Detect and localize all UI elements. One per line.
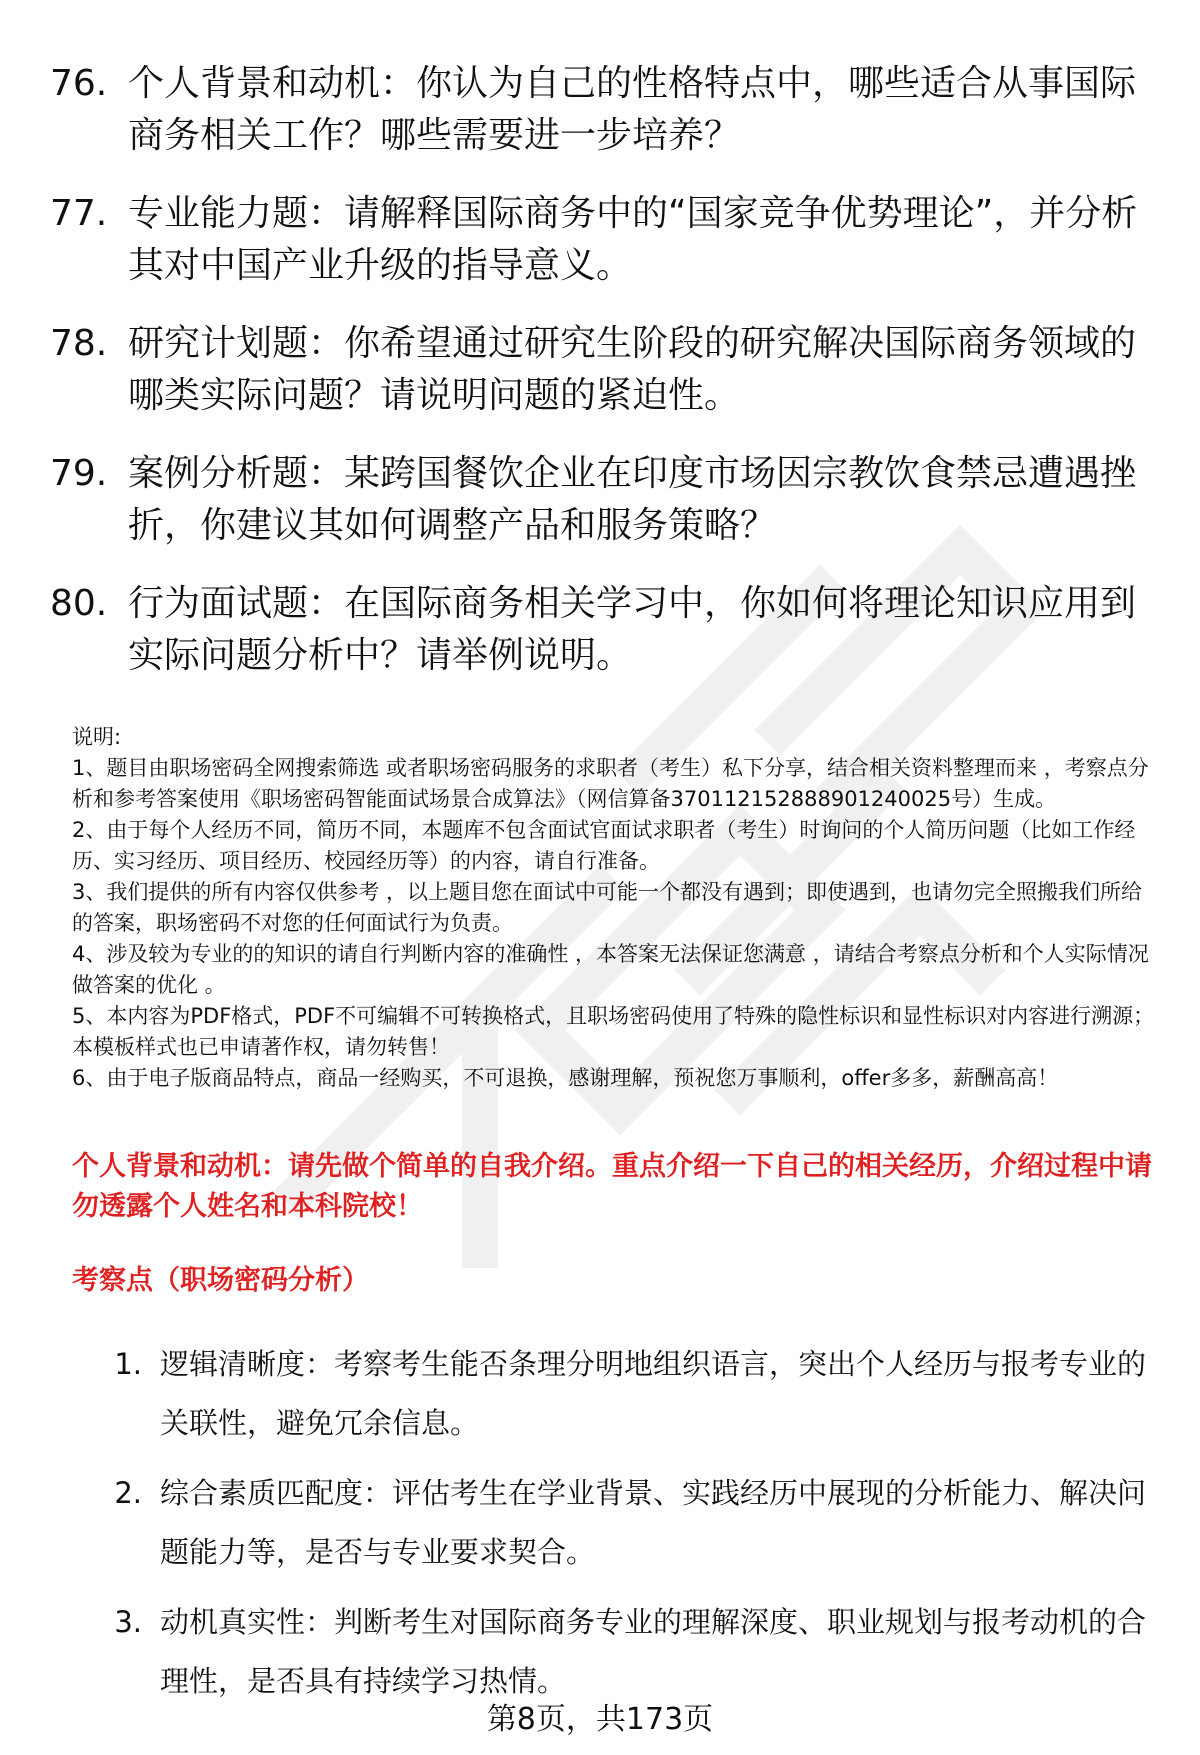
page-footer: 第8页，共173页 <box>486 1702 714 1737</box>
question-heading: 个人背景和动机：请先做个简单的自我介绍。重点介绍一下自己的相关经历，介绍过程中请勿透露个人姓名和本科院校！ <box>72 1151 1152 1222</box>
question-number: 78. <box>50 323 108 364</box>
point-text: 综合素质匹配度：评估考生在学业背景、实践经历中展现的分析能力、解决问题能力等，是否与专业要求契合。 <box>160 1476 1147 1569</box>
question-text: 专业能力题：请解释国际商务中的“国家竞争优势理论”，并分析其对中国产业升级的指导意义。 <box>128 193 1138 286</box>
notes-section <box>72 722 1162 1094</box>
question-text: 个人背景和动机：你认为自己的性格特点中，哪些适合从事国际商务相关工作？哪些需要进一步培养？ <box>128 63 1137 156</box>
note-item: 1、题目由职场密码全网搜索筛选 或者职场密码服务的求职者（考生）私下分享，结合相关资料整理而来 ，考察点分析和参考答案使用《职场密码智能面试场景合成算法》（网信算备370112152888901240025号）生成。 <box>72 756 1149 811</box>
question-item <box>50 448 1150 552</box>
analysis-heading: 考察点（职场密码分析） <box>72 1265 369 1296</box>
question-number: 80. <box>50 583 108 624</box>
point-text: 逻辑清晰度：考察考生能否条理分明地组织语言，突出个人经历与报考专业的关联性，避免冗余信息。 <box>160 1347 1147 1440</box>
analysis-point <box>72 1464 1162 1582</box>
note-item: 3、我们提供的所有内容仅供参考 ，以上题目您在面试中可能一个都没有遇到；即使遇到，也请勿完全照搬我们所给的答案，职场密码不对您的任何面试行为负责。 <box>72 880 1143 935</box>
notes-title: 说明: <box>72 725 122 749</box>
question-item <box>50 578 1150 682</box>
analysis-point-list <box>72 1335 1162 1722</box>
question-text: 案例分析题：某跨国餐饮企业在印度市场因宗教饮食禁忌遭遇挫折，你建议其如何调整产品和服务策略？ <box>128 453 1137 546</box>
point-text: 动机真实性：判断考生对国际商务专业的理解深度、职业规划与报考动机的合理性，是否具有持续学习热情。 <box>160 1605 1147 1698</box>
question-text: 研究计划题：你希望通过研究生阶段的研究解决国际商务领域的哪类实际问题？请说明问题的紧迫性。 <box>128 323 1137 416</box>
note-item: 4、涉及较为专业的的知识的请自行判断内容的准确性 ，本答案无法保证您满意 ，请结合考察点分析和个人实际情况做答案的优化 。 <box>72 942 1149 997</box>
question-item <box>50 58 1150 162</box>
question-list <box>50 58 1150 708</box>
point-number: 2. <box>114 1476 142 1510</box>
question-item <box>50 188 1150 292</box>
note-item: 5、本内容为PDF格式，PDF不可编辑不可转换格式，且职场密码使用了特殊的隐性标识和显性标识对内容进行溯源；本模板样式也已申请著作权，请勿转售！ <box>72 1004 1155 1059</box>
analysis-point <box>72 1335 1162 1453</box>
note-item: 2、由于每个人经历不同，简历不同，本题库不包含面试官面试求职者（考生）时询问的个人简历问题（比如工作经历、实习经历、项目经历、校园经历等）的内容，请自行准备。 <box>72 818 1136 873</box>
question-item <box>50 318 1150 422</box>
note-item: 6、由于电子版商品特点，商品一经购买，不可退换，感谢理解，预祝您万事顺利，offer多多，薪酬高高！ <box>72 1066 1059 1090</box>
question-text: 行为面试题：在国际商务相关学习中，你如何将理论知识应用到实际问题分析中？请举例说明。 <box>128 583 1137 676</box>
point-number: 3. <box>114 1605 142 1639</box>
question-number: 79. <box>50 453 108 494</box>
question-number: 77. <box>50 193 108 234</box>
question-number: 76. <box>50 63 108 104</box>
analysis-point <box>72 1593 1162 1711</box>
point-number: 1. <box>114 1347 142 1381</box>
